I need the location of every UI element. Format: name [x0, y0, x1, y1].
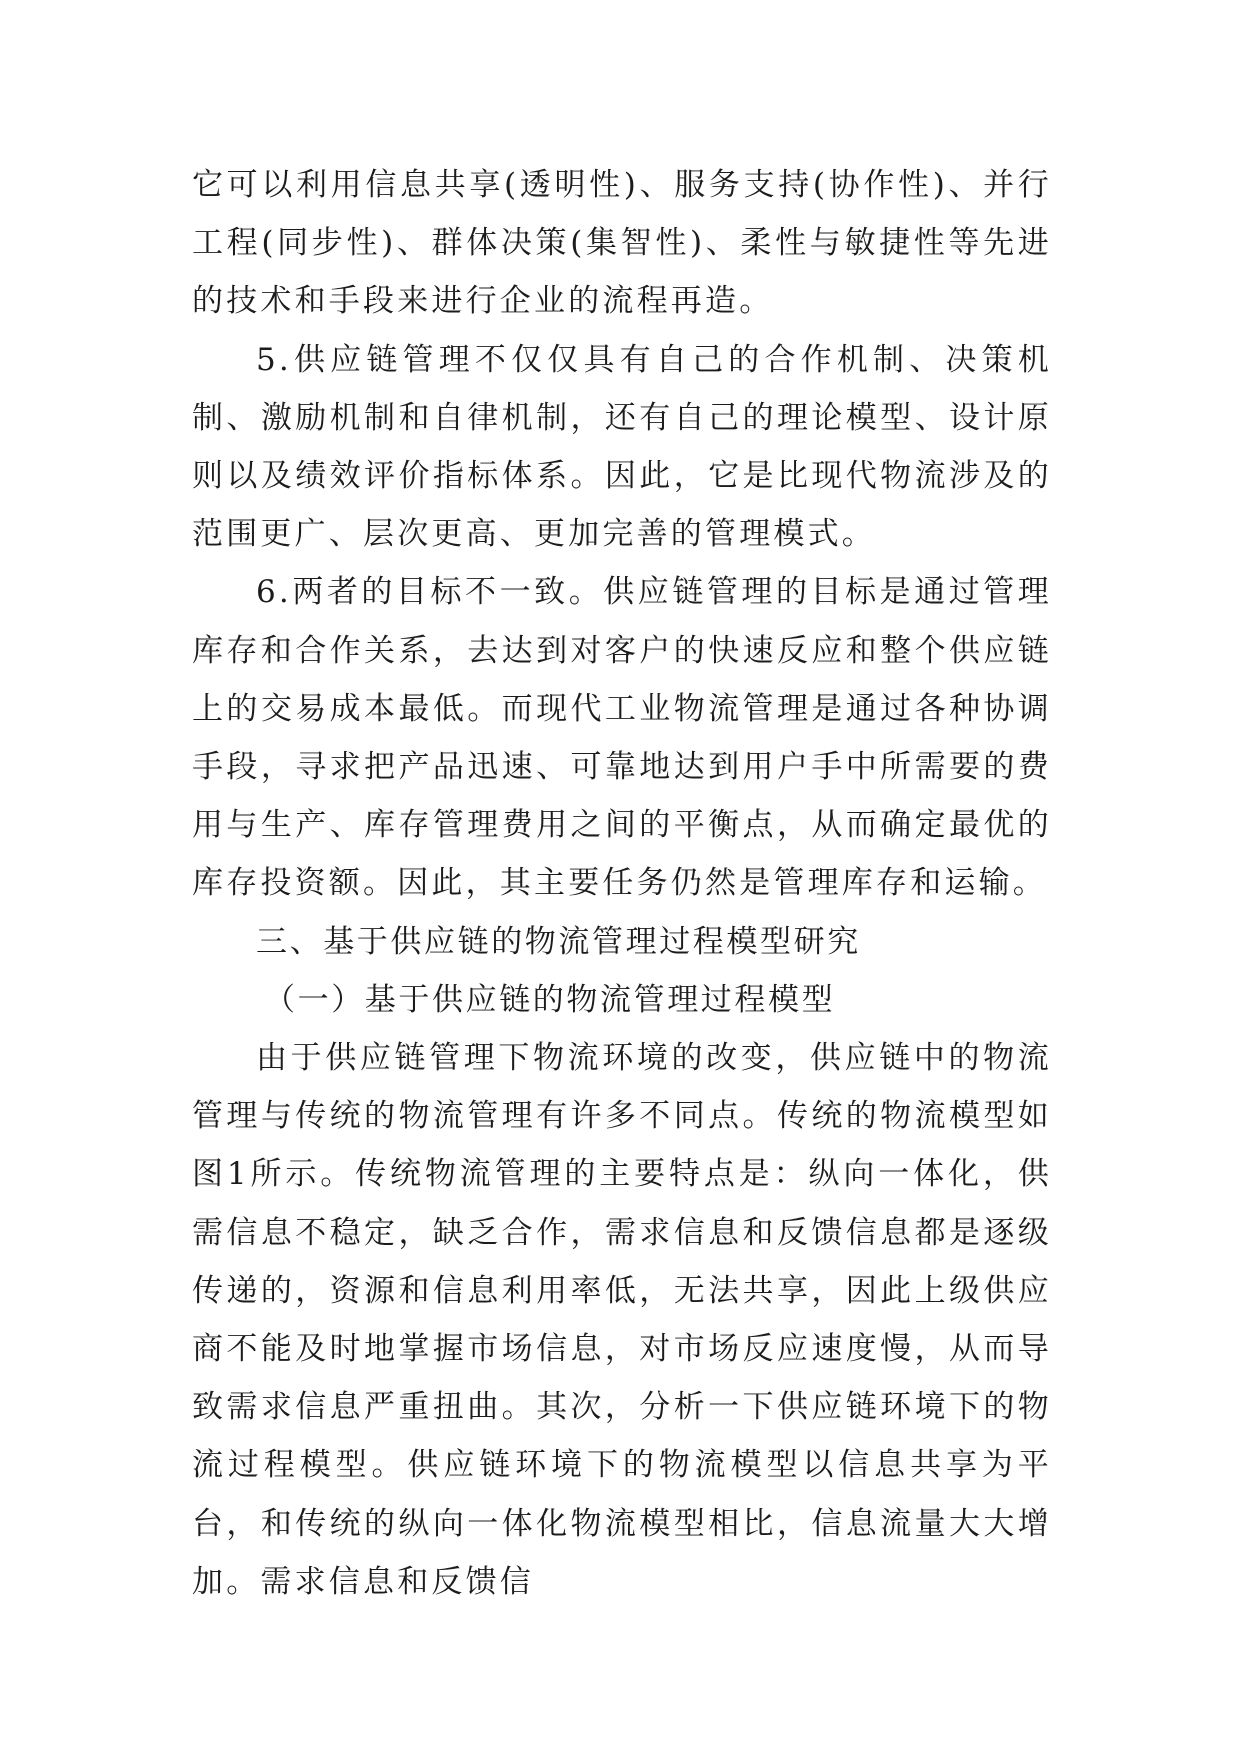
- subsection-heading-1: （一）基于供应链的物流管理过程模型: [264, 981, 836, 1018]
- document-body: [192, 156, 1052, 1611]
- paragraph-model-description: 由于供应链管理下物流环境的改变，供应链中的物流管理与传统的物流管理有许多不同点。传统的物流模型如图1所示。传统物流管理的主要特点是：纵向一体化，供需信息不稳定，缺乏合作，需求信息和反馈信息都是逐级传递的，资源和信息利用率低，无法共享，因此上级供应商不能及时地掌握市场信息，对市场反应速度慢，从而导致需求信息严重扭曲。其次，分析一下供应链环境下的物流过程模型。供应链环境下的物流模型以信息共享为平台，和传统的纵向一体化物流模型相比，信息流量大大增加。需求信息和反馈信: [192, 1040, 1052, 1600]
- paragraph-item-6: 6.两者的目标不一致。供应链管理的目标是通过管理库存和合作关系，去达到对客户的快速反应和整个供应链上的交易成本最低。而现代工业物流管理是通过各种协调手段，寻求把产品迅速、可靠地达到用户手中所需要的费用与生产、库存管理费用之间的平衡点，从而确定最优的库存投资额。因此，其主要任务仍然是管理库存和运输。: [192, 574, 1052, 902]
- paragraph-continuation: 它可以利用信息共享(透明性)、服务支持(协作性)、并行工程(同步性)、群体决策(集智性)、柔性与敏捷性等先进的技术和手段来进行企业的流程再造。: [192, 167, 1052, 320]
- section-heading-3: 三、基于供应链的物流管理过程模型研究: [256, 923, 861, 960]
- paragraph-item-5: 5.供应链管理不仅仅具有自己的合作机制、决策机制、激励机制和自律机制，还有自己的理论模型、设计原则以及绩效评价指标体系。因此，它是比现代物流涉及的范围更广、层次更高、更加完善的管理模式。: [192, 341, 1052, 553]
